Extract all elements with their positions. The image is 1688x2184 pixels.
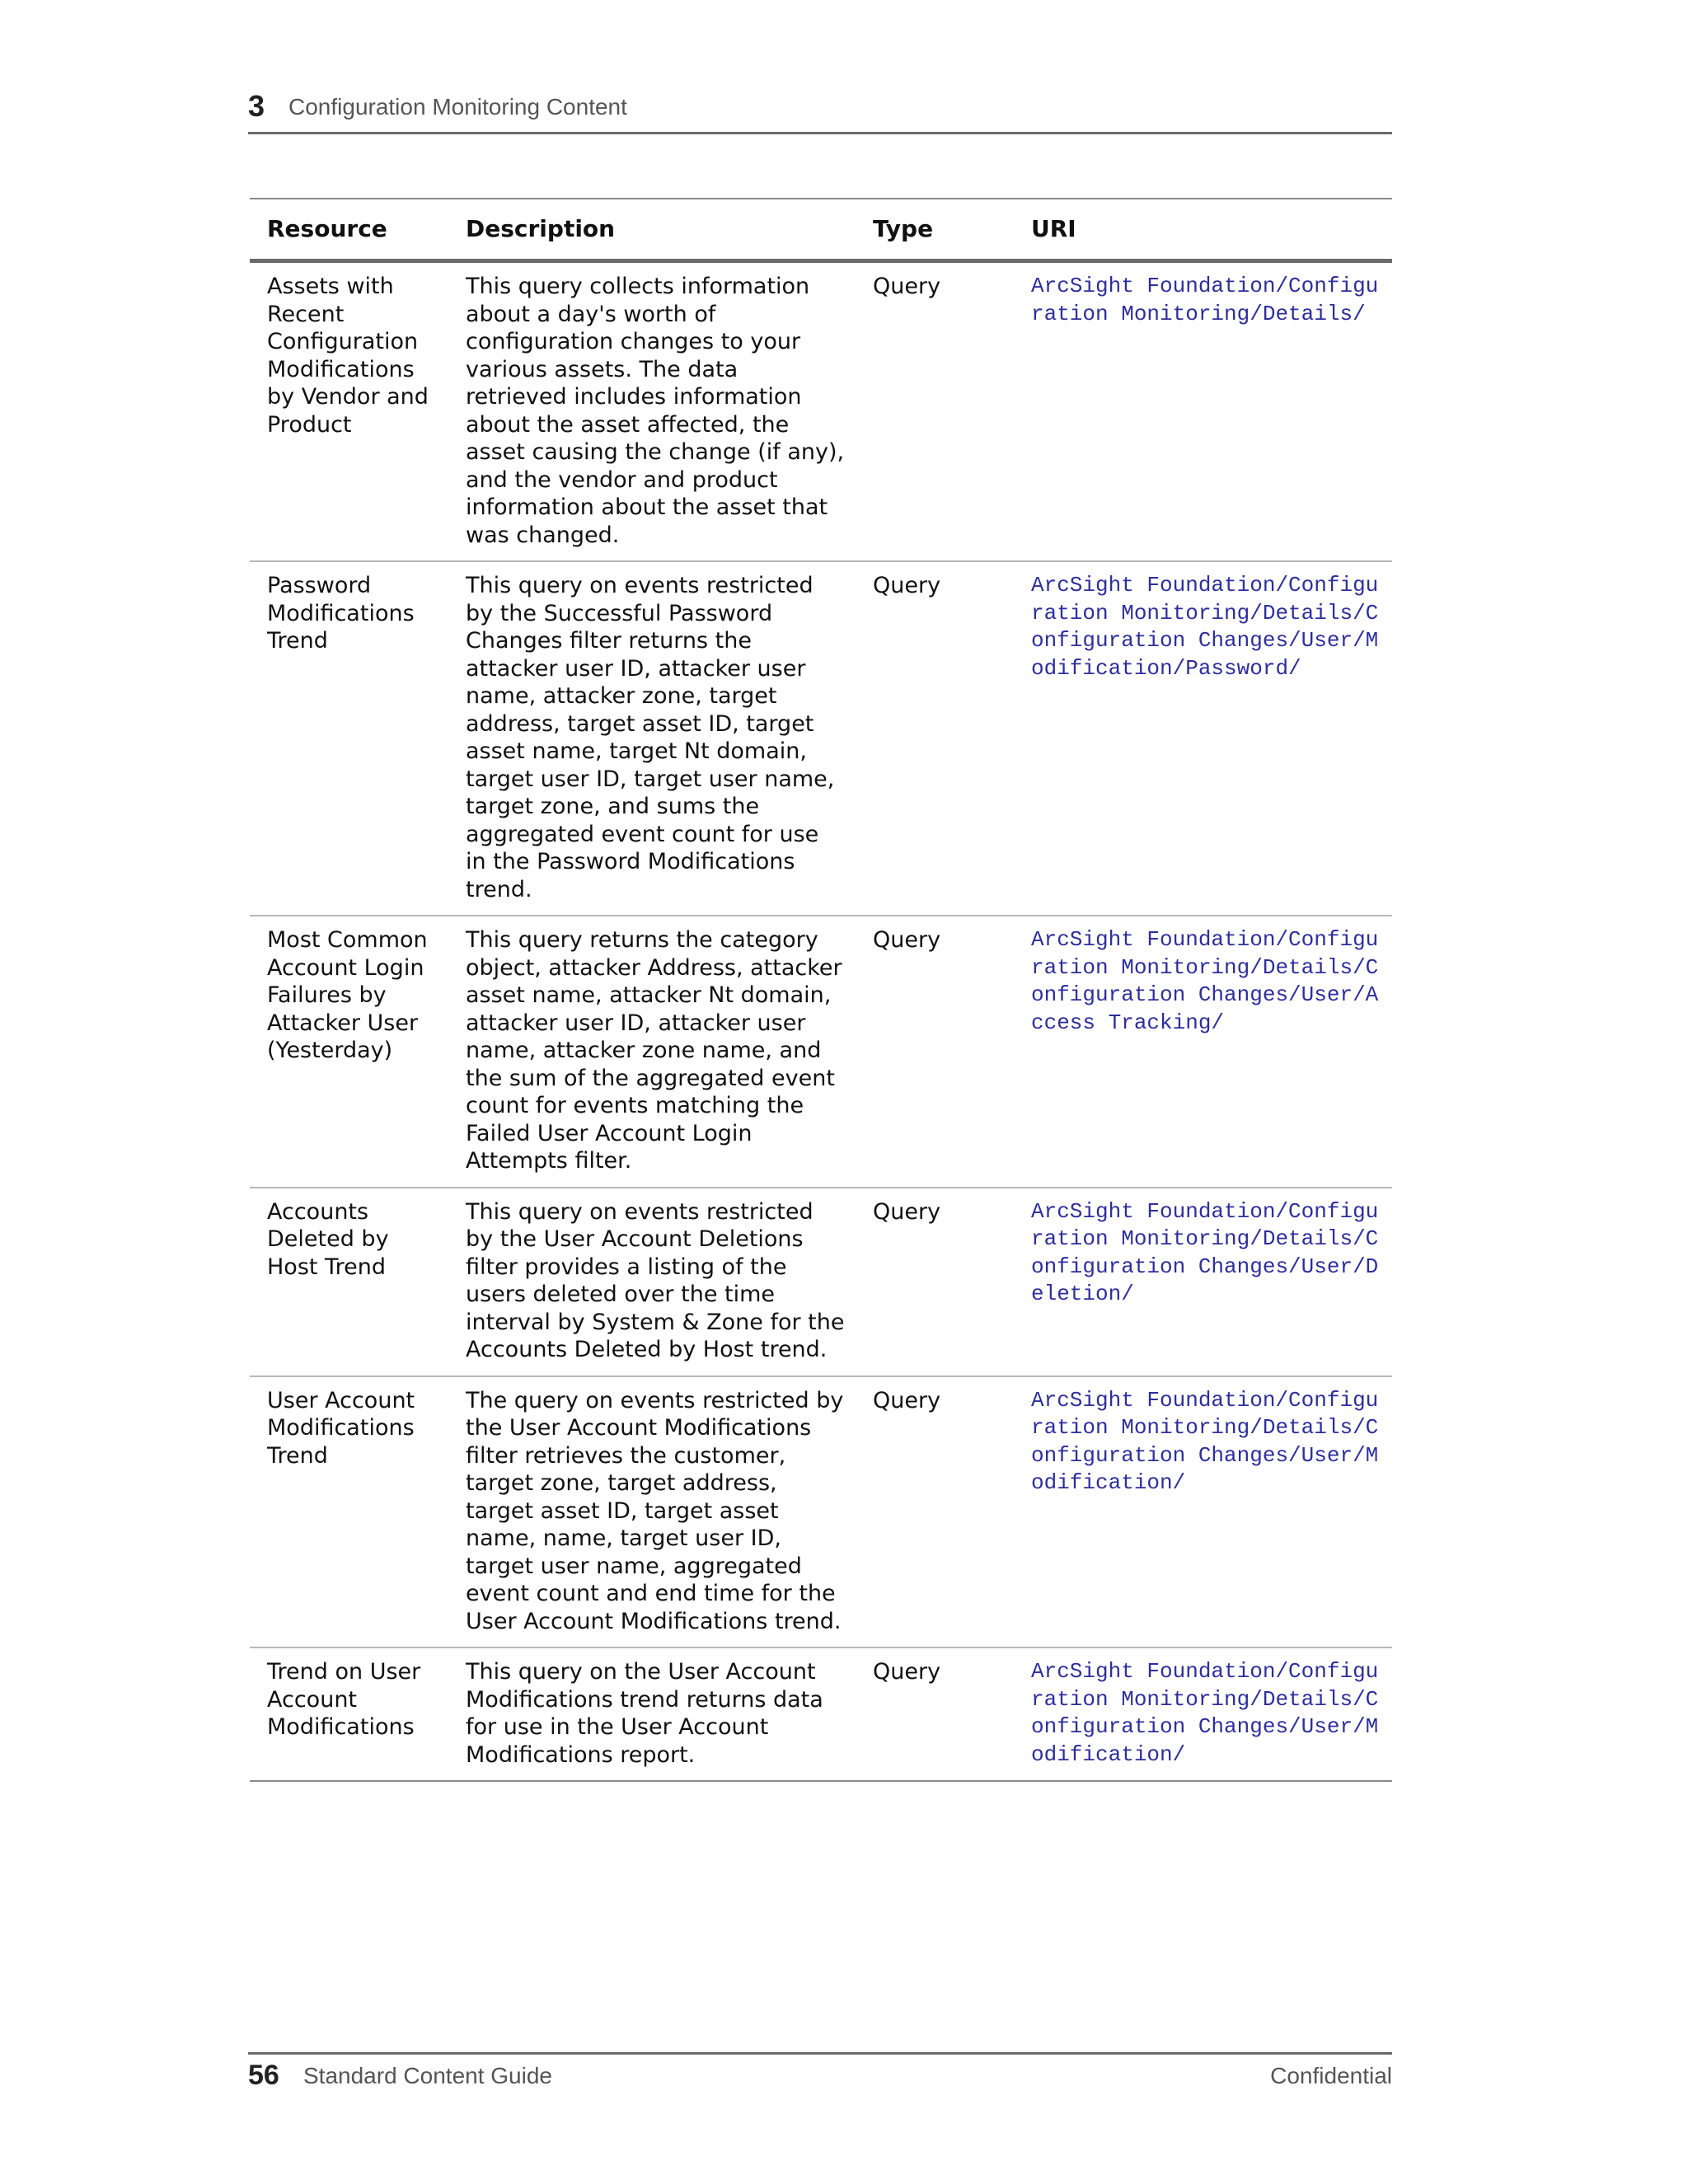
description-cell: This query collects information about a day's worth of configuration changes to your various assets. The data retrieved includes information about the asset affected, the asset causing the change (if any), and the vendor and product information about the asset that was changed. xyxy=(448,261,856,562)
resource-table-container xyxy=(250,198,1392,1782)
guide-title: Standard Content Guide xyxy=(303,2063,552,2088)
type-cell: Query xyxy=(856,261,1014,562)
uri-cell: ArcSight Foundation/Configuration Monitoring/Details/Configuration Changes/User/Modification/ xyxy=(1014,1376,1392,1648)
table-row xyxy=(250,1376,1392,1648)
table-row xyxy=(250,561,1392,916)
uri-cell: ArcSight Foundation/Configuration Monitoring/Details/Configuration Changes/User/Modification/ xyxy=(1014,1647,1392,1781)
table-row xyxy=(250,261,1392,562)
column-header-type: Type xyxy=(856,199,1014,261)
type-cell: Query xyxy=(856,1188,1014,1376)
column-header-uri: URI xyxy=(1014,199,1392,261)
column-header-description: Description xyxy=(448,199,856,261)
page-header xyxy=(248,89,1392,134)
type-cell: Query xyxy=(856,1376,1014,1648)
classification-label: Confidential xyxy=(1270,2063,1392,2088)
uri-cell: ArcSight Foundation/Configuration Monitoring/Details/Configuration Changes/User/Deletion/ xyxy=(1014,1188,1392,1376)
resource-cell: Most Common Account Login Failures by Attacker User (Yesterday) xyxy=(250,916,448,1188)
table-row xyxy=(250,916,1392,1188)
page-number: 56 xyxy=(248,2060,279,2091)
description-cell: This query returns the category object, attacker Address, attacker asset name, attacker Nt domain, attacker user ID, attacker user name, attacker zone name, and the sum of the aggregated event count for events matching the Failed User Account Login Attempts filter. xyxy=(448,916,856,1188)
description-cell: This query on the User Account Modifications trend returns data for use in the User Account Modifications report. xyxy=(448,1647,856,1781)
resource-cell: Accounts Deleted by Host Trend xyxy=(250,1188,448,1376)
column-header-resource: Resource xyxy=(250,199,448,261)
resource-table xyxy=(250,198,1392,1782)
type-cell: Query xyxy=(856,561,1014,916)
resource-cell: Assets with Recent Configuration Modifications by Vendor and Product xyxy=(250,261,448,562)
chapter-title: Configuration Monitoring Content xyxy=(288,94,627,120)
resource-cell: User Account Modifications Trend xyxy=(250,1376,448,1648)
uri-cell: ArcSight Foundation/Configuration Monitoring/Details/Configuration Changes/User/Modification/Password/ xyxy=(1014,561,1392,916)
table-row xyxy=(250,1647,1392,1781)
table-row xyxy=(250,1188,1392,1376)
type-cell: Query xyxy=(856,916,1014,1188)
description-cell: This query on events restricted by the User Account Deletions filter provides a listing of the users deleted over the time interval by System & Zone for the Accounts Deleted by Host trend. xyxy=(448,1188,856,1376)
description-cell: This query on events restricted by the Successful Password Changes filter returns the attacker user ID, attacker user name, attacker zone, target address, target asset ID, target asset name, target Nt domain, target user ID, target user name, target zone, and sums the aggregated event count for use in the Password Modifications trend. xyxy=(448,561,856,916)
chapter-number: 3 xyxy=(248,89,265,123)
type-cell: Query xyxy=(856,1647,1014,1781)
resource-cell: Trend on User Account Modifications xyxy=(250,1647,448,1781)
description-cell: The query on events restricted by the User Account Modifications filter retrieves the customer, target zone, target address, target asset ID, target asset name, name, target user ID, target user name, aggregated event count and end time for the User Account Modifications trend. xyxy=(448,1376,856,1648)
uri-cell: ArcSight Foundation/Configuration Monitoring/Details/ xyxy=(1014,261,1392,562)
table-header-row xyxy=(250,199,1392,261)
resource-cell: Password Modifications Trend xyxy=(250,561,448,916)
uri-cell: ArcSight Foundation/Configuration Monitoring/Details/Configuration Changes/User/Access Tracking/ xyxy=(1014,916,1392,1188)
page-footer xyxy=(248,2052,1392,2096)
